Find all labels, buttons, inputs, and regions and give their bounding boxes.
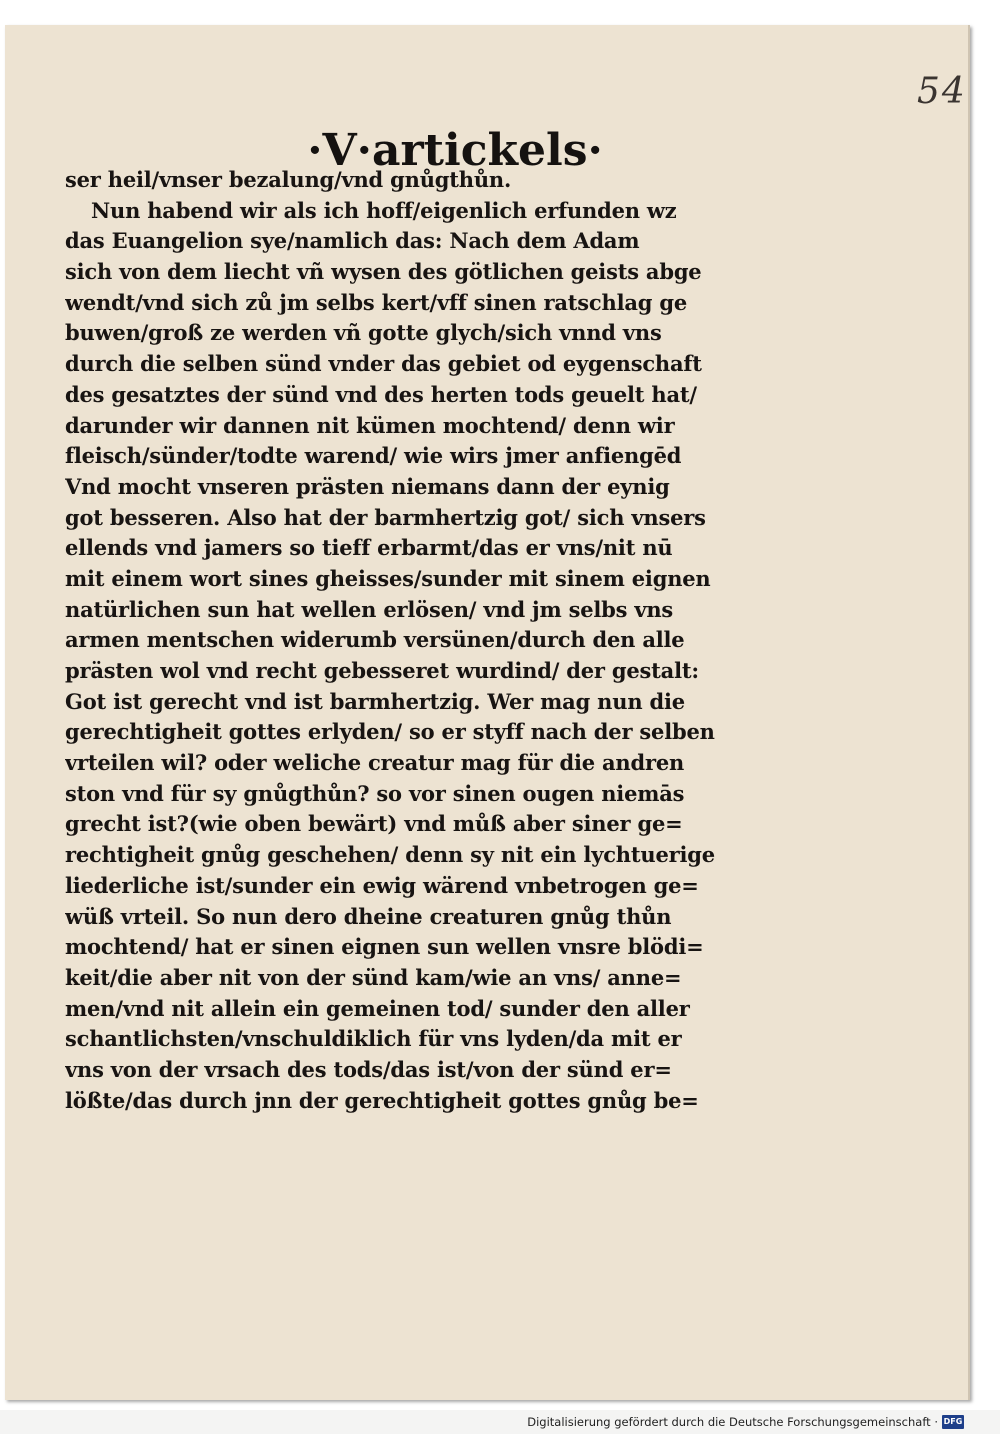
text-block xyxy=(65,165,745,1116)
book-page xyxy=(5,25,970,1400)
footer-text: Digitalisierung gefördert durch die Deutsche Forschungsgemeinschaft · xyxy=(527,1415,938,1429)
text-line: wendt/vnd sich zů jm selbs kert/vff sinen ratschlag ge xyxy=(65,289,688,315)
text-line: armen mentschen widerumb versünen/durch den alle xyxy=(65,627,685,653)
text-line: keit/die aber nit von der sünd kam/wie an vns/ anne= xyxy=(65,964,682,990)
text-line: darunder wir dannen nit kümen mochtend/ denn wir xyxy=(65,412,675,438)
text-line: natürlichen sun hat wellen erlösen/ vnd jm selbs vns xyxy=(65,596,674,622)
text-line: fleisch/sünder/todte warend/ wie wirs jmer anfiengēd xyxy=(65,443,682,469)
text-line: das Euangelion sye/namlich das: Nach dem Adam xyxy=(65,228,640,254)
text-line: Vnd mocht vnseren prästen niemans dann der eynig xyxy=(65,473,670,499)
text-line: rechtigheit gnůg geschehen/ denn sy nit ein lychtuerige xyxy=(65,842,715,868)
text-line: gerechtigheit gottes erlyden/ so er styff nach der selben xyxy=(65,719,715,745)
text-line: des gesatztes der sünd vnd des herten tods geuelt hat/ xyxy=(65,381,697,407)
text-line: durch die selben sünd vnder das gebiet od eygenschaft xyxy=(65,351,702,377)
dfg-logo-icon: DFG xyxy=(942,1415,964,1429)
text-line: vns von der vrsach des tods/das ist/von der sünd er= xyxy=(65,1056,672,1082)
text-line: prästen wol vnd recht gebesseret wurdind/ der gestalt: xyxy=(65,658,699,683)
text-line: wüß vrteil. So nun dero dheine creaturen gnůg thůn xyxy=(65,903,672,929)
text-line: Got ist gerecht vnd ist barmhertzig. Wer mag nun die xyxy=(65,688,685,714)
folio-number: 54 xyxy=(917,71,967,112)
footer-credit xyxy=(527,1412,964,1432)
text-line: vrteilen wil? oder weliche creatur mag für die andren xyxy=(65,750,685,776)
text-line: schantlichsten/vnschuldiklich für vns lyden/da mit er xyxy=(65,1026,682,1052)
text-line: ellends vnd jamers so tieff erbarmt/das er vns/nit nū xyxy=(65,535,673,561)
text-line: liederliche ist/sunder ein ewig wärend vnbetrogen ge= xyxy=(65,872,699,898)
text-line: ston vnd für sy gnůgthůn? so vor sinen ougen niemās xyxy=(65,780,685,806)
text-line: ser heil/vnser bezalung/vnd gnůgthůn. xyxy=(65,167,512,192)
text-line: grecht ist?(wie oben bewärt) vnd můß aber siner ge= xyxy=(65,811,683,837)
text-line: got besseren. Also hat der barmhertzig got/ sich vnsers xyxy=(65,504,706,530)
text-line: buwen/groß ze werden vñ gotte glych/sich vnnd vns xyxy=(65,320,662,346)
running-head: ·V·artickels· xyxy=(307,125,603,176)
text-line: lößte/das durch jnn der gerechtigheit gottes gnůg be= xyxy=(65,1087,699,1113)
text-line: Nun habend wir als ich hoff/eigenlich erfunden wz xyxy=(91,197,677,223)
text-line: sich von dem liecht vñ wysen des götlichen geists abge xyxy=(65,259,702,285)
text-line: mochtend/ hat er sinen eignen sun wellen vnsre blödi= xyxy=(65,934,704,960)
text-line: mit einem wort sines gheisses/sunder mit sinem eignen xyxy=(65,565,711,591)
text-line: men/vnd nit allein ein gemeinen tod/ sunder den aller xyxy=(65,995,690,1021)
